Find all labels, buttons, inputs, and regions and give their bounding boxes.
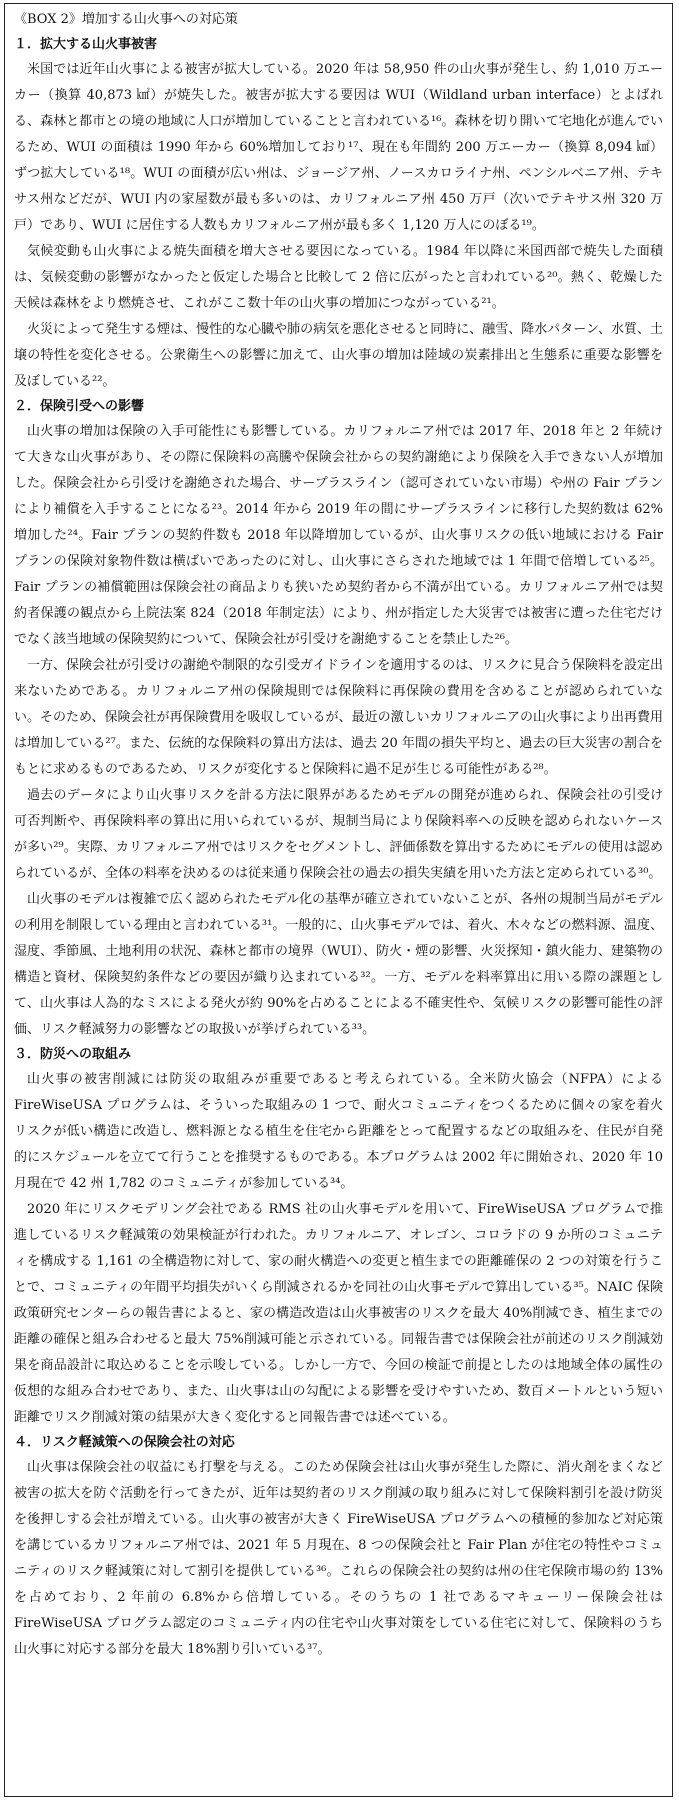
paragraph-2-1: 山火事の増加は保険の入手可能性にも影響している。カリフォルニア州では 2017 年、2018 年と 2 年続けて大きな山火事があり、その際に保険料の高騰や保険会社からの契約謝絶により保険を入手できない人が増加した。保険会社から引受けを謝絶された場合、サープラスライン（認可されていない市場）や州の Fair プランにより補償を入手することになる²³。2014 年から 2019 年の間にサープラスラインに移行した契約数は 62%増加した²⁴。Fair プランの契約件数も 2018 年以降増加しているが、山火事リスクの低い地域における Fair プランの保険対象物件数は横ばいであったのに対し、山火事にさらされた地域では 1 年間で倍増している²⁵。Fair プランの補償範囲は保険会社の商品よりも狭いため契約者から不満が出ている。カリフォルニア州では契約者保護の観点から上院法案 824（2018 年制定法）により、州が指定した大災害では被害に遭った住宅だけでなく該当地域の保険契約について、保険会社が引受けを謝絶することを禁止した²⁶。 <box>14 424 663 647</box>
paragraph-1-1: 米国では近年山火事による被害が拡大している。2020 年は 58,950 件の山火事が発生し、約 1,010 万エーカー（換算 40,873 ㎢）が焼失した。被害が拡大する要因は WUI（Wildland urban interface）とよばれる、森林と都市との境の地域に人口が増加していることと言われている¹⁶。森林を切り開いて宅地化が進んでいるため、WUI の面積は 1990 年から 60%増加しており¹⁷、現在も年間約 200 万エーカー（換算 8,094 ㎢）ずつ拡大している¹⁸。WUI の面積が広い州は、ジョージア州、ノースカロライナ州、ペンシルベニア州、テキサス州などだが、WUI 内の家屋数が最も多いのは、カリフォルニア州 450 万戸（次いでテキサス州 320 万戸）であり、WUI に居住する人数もカリフォルニア州が最も多く 1,120 万人にのぼる¹⁹。 <box>14 62 663 233</box>
paragraph-3-2: 2020 年にリスクモデリング会社である RMS 社の山火事モデルを用いて、FireWiseUSA プログラムで推進しているリスク軽減策の効果検証が行われた。カリフォルニア、オレゴン、コロラドの 9 か所のコミュニティを構成する 1,161 の全構造物に対して、家の耐火構造への変更と植生までの距離確保の 2 つの対策を行うことで、コミュニティの年間平均損失がいくら削減されるかを同社の山火事モデルで算出している³⁵。NAIC 保険政策研究センターらの報告書によると、家の構造改造は山火事被害のリスクを最大 40%削減でき、植生までの距離の確保と組み合わせると最大 75%削減可能と示されている。同報告書では保険会社が前述のリスク削減効果を商品設計に取込めることを示唆している。しかし一方で、今回の検証で前提としたのは地域全体の属性の仮想的な組み合わせであり、また、山火事は山の勾配による影響を受けやすいため、数百メートルという短い距離でリスク削減対策の結果が大きく変化すると同報告書では述べている。 <box>14 1202 663 1425</box>
paragraph-2-3: 過去のデータにより山火事リスクを計る方法に限界があるためモデルの開発が進められ、保険会社の引受け可否判断や、再保険料率の算出に用いられているが、規制当局により保険料率への反映を認められないケースが多い²⁹。実際、カリフォルニア州ではリスクをセグメントし、評価係数を算出するためにモデルの使用は認められているが、全体の料率を決めるのは従来通り保険会社の過去の損失実績を用いた方法と定められている³⁰。 <box>14 788 663 881</box>
section-heading-4: ４．リスク軽減策への保険会社の対応 <box>14 1435 235 1450</box>
box-title: 《BOX 2》増加する山火事への対応策 <box>14 12 238 27</box>
paragraph-4-1: 山火事は保険会社の収益にも打撃を与える。このため保険会社は山火事が発生した際に、消火剤をまくなど被害の拡大を防ぐ活動を行ってきたが、近年は契約者のリスク削減の取り組みに対して保険料割引を設け防災を後押しする会社が増えている。山火事の被害が大きく FireWiseUSA プログラムへの積極的参加など対応策を講じているカリフォルニア州では、2021 年 5 月現在、8 つの保険会社と Fair Plan が住宅の特性やコミュニティのリスク軽減策に対して割引を提供している³⁶。これらの保険会社の契約は州の住宅保険市場の約 13%を占めており、2 年前の 6.8%から倍増している。そのうちの 1 社であるマキューリー保険会社は FireWiseUSA プログラム認定のコミュニティ内の住宅や山火事対策をしている住宅に対して、保険料のうち山火事に対応する部分を最大 18%割り引いている³⁷。 <box>14 1460 663 1657</box>
paragraph-1-2: 気候変動も山火事による焼失面積を増大させる要因になっている。1984 年以降に米国西部で焼失した面積は、気候変動の影響がなかったと仮定した場合と比較して 2 倍に広がったと言われている²⁰。熱く、乾燥した天候は森林をより燃焼させ、これがここ数十年の山火事の増加につながっている²¹。 <box>14 244 663 311</box>
paragraph-3-1: 山火事の被害削減には防災の取組みが重要であると考えられている。全米防火協会（NFPA）による FireWiseUSA プログラムは、そういった取組みの 1 つで、耐火コミュニティをつくるために個々の家を着火リスクが低い構造に改造し、燃料源となる植生を住宅から距離をとって配置するなどの取組みを、住民が自発的にスケジュールを立てて行うことを推奨するものである。本プログラムは 2002 年に開始され、2020 年 10 月現在で 42 州 1,782 のコミュニティが参加している³⁴。 <box>14 1072 663 1191</box>
paragraph-2-4: 山火事のモデルは複雑で広く認められたモデル化の基準が確立されていないことが、各州の規制当局がモデルの利用を制限している理由と言われている³¹。一般的に、山火事モデルでは、着火、木々などの燃料源、温度、湿度、季節風、土地利用の状況、森林と都市の境界（WUI）、防火・煙の影響、火災探知・鎮火能力、建築物の構造と資材、保険契約条件などの要因が織り込まれている³²。一方、モデルを料率算出に用いる際の課題として、山火事は人為的なミスによる発火が約 90%を占めることによる不確実性や、気候リスクの影響可能性の評価、リスク軽減努力の影響などの取扱いが挙げられている³³。 <box>14 892 663 1037</box>
section-heading-3: ３．防災への取組み <box>14 1047 132 1062</box>
section-heading-1: １．拡大する山火事被害 <box>14 37 158 52</box>
box-2-panel <box>4 3 673 1797</box>
paragraph-1-3: 火災によって発生する煙は、慢性的な心臓や肺の病気を悪化させると同時に、融雪、降水パターン、水質、土壌の特性を変化させる。公衆衛生への影響に加えて、山火事の増加は陸域の炭素排出と生態系に重要な影響を及ぼしている²²。 <box>14 322 663 389</box>
section-heading-2: ２．保険引受への影響 <box>14 399 145 414</box>
paragraph-2-2: 一方、保険会社が引受けの謝絶や制限的な引受ガイドラインを適用するのは、リスクに見合う保険料を設定出来ないためである。カリフォルニア州の保険規則では保険料に再保険の費用を含めることが認められていない。そのため、保険会社が再保険費用を吸収しているが、最近の激しいカリフォルニアの山火事により出再費用は増加している²⁷。また、伝統的な保険料の算出方法は、過去 20 年間の損失平均と、過去の巨大災害の割合をもとに求めるものであるため、リスクが変化すると保険料に過不足が生じる可能性がある²⁸。 <box>14 658 663 777</box>
